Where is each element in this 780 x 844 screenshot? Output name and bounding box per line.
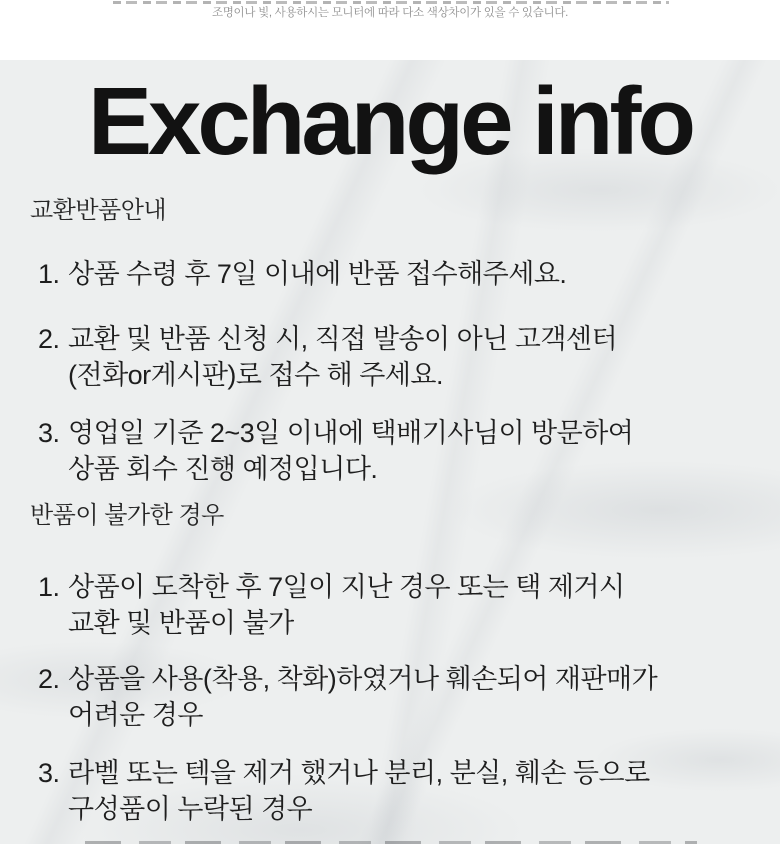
item-line: 교환 및 반품이 불가 xyxy=(68,608,294,638)
list-item xyxy=(30,256,752,292)
section-heading-return-guide: 교환반품안내 xyxy=(30,197,167,224)
item-number: 1. xyxy=(38,259,60,289)
exchange-info-section xyxy=(0,60,780,844)
section-heading-return-not-allowed: 반품이 불가한 경우 xyxy=(30,502,224,529)
list-item xyxy=(30,569,752,641)
item-line: 교환 및 반품 신청 시, 직접 발송이 아닌 고객센터 xyxy=(68,324,618,354)
list-item xyxy=(30,755,752,827)
clipped-notice-line xyxy=(113,1,669,4)
item-line: 상품 수령 후 7일 이내에 반품 접수해주세요. xyxy=(68,259,567,289)
item-line: 영업일 기준 2~3일 이내에 택배기사님이 방문하여 xyxy=(68,418,634,448)
item-text xyxy=(68,256,752,292)
item-text xyxy=(68,661,752,733)
item-number: 2. xyxy=(38,664,60,694)
page-title: Exchange info xyxy=(87,68,693,175)
item-line: (전화or게시판)로 접수 해 주세요. xyxy=(68,360,443,390)
item-line: 어려운 경우 xyxy=(68,700,203,730)
item-text xyxy=(68,321,752,393)
monitor-color-notice: 조명이나 빛, 사용하시는 모니터에 따라 다소 색상차이가 있을 수 있습니다. xyxy=(211,7,569,19)
item-line: 라벨 또는 텍을 제거 했거나 분리, 분실, 훼손 등으로 xyxy=(68,758,650,788)
item-line: 상품 회수 진행 예정입니다. xyxy=(68,454,378,484)
item-line: 구성품이 누락된 경우 xyxy=(68,794,313,824)
item-number: 3. xyxy=(38,418,60,448)
item-text xyxy=(68,755,752,827)
exchange-info-content xyxy=(0,198,780,827)
item-number: 2. xyxy=(38,324,60,354)
item-line: 상품이 도착한 후 7일이 지난 경우 또는 택 제거시 xyxy=(68,572,625,602)
list-item xyxy=(30,661,752,733)
item-number: 3. xyxy=(38,758,60,788)
item-text xyxy=(68,415,752,487)
list-item xyxy=(30,415,752,487)
item-line: 상품을 사용(착용, 착화)하였거나 훼손되어 재판매가 xyxy=(68,664,658,694)
item-text xyxy=(68,569,752,641)
item-number: 1. xyxy=(38,572,60,602)
color-difference-notice-banner xyxy=(0,0,780,60)
list-item xyxy=(30,321,752,393)
